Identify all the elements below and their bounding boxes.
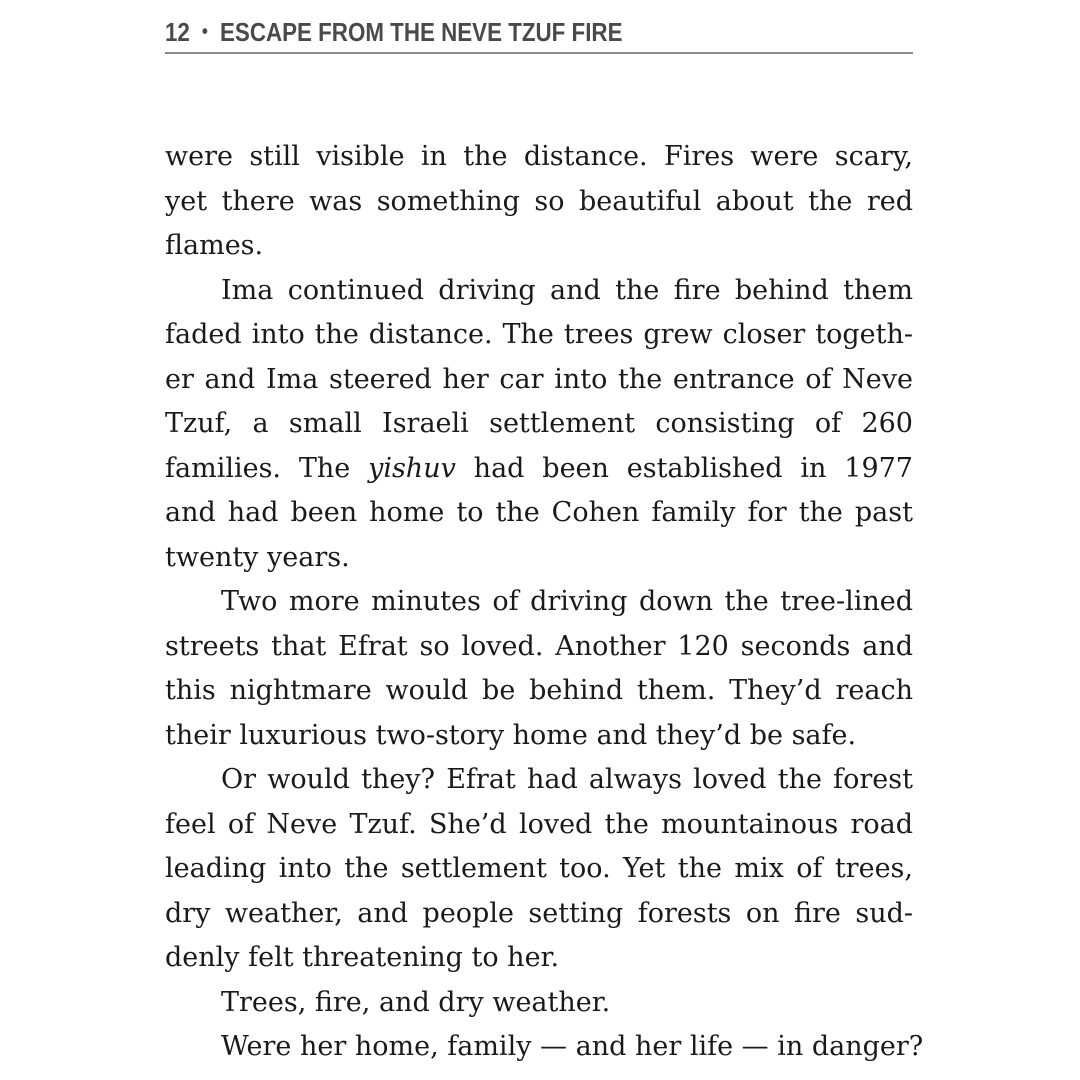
text-line: Were her home, family — and her life — in danger?: [221, 1031, 924, 1062]
page-number: 12: [165, 16, 190, 47]
text-line: dry weather, and people setting forests on fire sud-: [165, 897, 913, 929]
text-segment: had been established in 1977: [455, 452, 913, 484]
text-line: denly felt threatening to her.: [165, 942, 560, 973]
text-line: Trees, fire, and dry weather.: [221, 986, 611, 1018]
italic-word: yishuv: [368, 452, 456, 484]
text-line: Or would they? Efrat had always loved the forest: [221, 764, 913, 795]
text-line: faded into the distance. The trees grew closer togeth-: [165, 319, 913, 350]
text-line: Ima continued driving and the fire behind them: [221, 274, 913, 306]
text-line: streets that Efrat so loved. Another 120 seconds and: [165, 630, 913, 662]
text-segment: families. The: [165, 452, 369, 484]
text-line: Tzuf, a small Israeli settlement consisting of 260: [165, 408, 913, 439]
text-line: leading into the settlement too. Yet the mix of trees,: [165, 853, 913, 884]
text-line: er and Ima steered her car into the entrance of Neve: [165, 363, 913, 395]
text-line: their luxurious two-story home and they’d be safe.: [165, 719, 857, 751]
header-rule: [165, 52, 913, 54]
chapter-title: ESCAPE FROM THE NEVE TZUF FIRE: [219, 16, 623, 47]
text-line: flames.: [165, 230, 264, 261]
body-text: [165, 135, 924, 1070]
running-header: [165, 12, 808, 52]
text-line: and had been home to the Cohen family for the past: [165, 497, 913, 528]
text-line: this nightmare would be behind them. They’d reach: [165, 675, 913, 706]
header-bullet-separator: •: [201, 20, 208, 43]
text-line: Two more minutes of driving down the tree-lined: [221, 586, 913, 617]
text-line: yet there was something so beautiful about the red: [165, 185, 913, 217]
text-line: feel of Neve Tzuf. She’d loved the mountainous road: [165, 808, 913, 840]
text-line: were still visible in the distance. Fires were scary,: [165, 141, 913, 172]
text-line: twenty years.: [165, 541, 350, 573]
text-line: [165, 447, 913, 492]
